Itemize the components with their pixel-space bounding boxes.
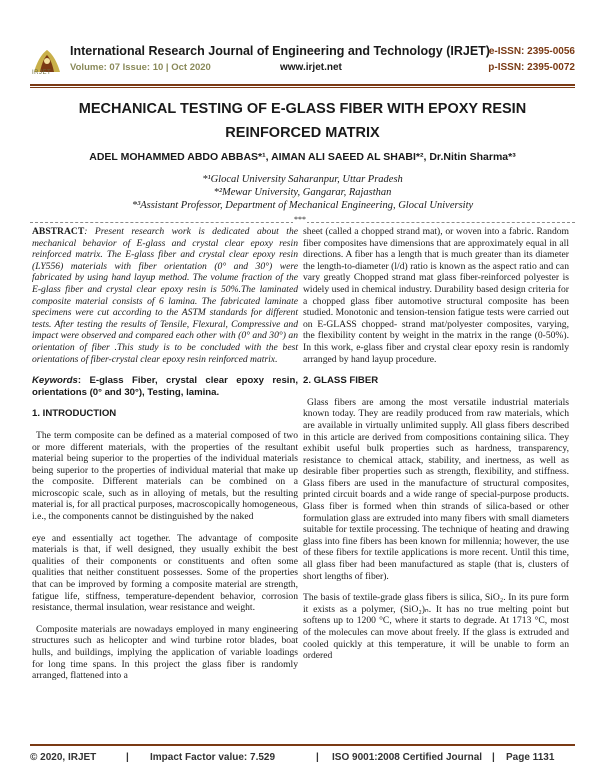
continuation-paragraph: sheet (called a chopped strand mat), or woven into a fabric. Random fiber composites have dimensions that are approximately equal in all directions. A fiber has a length that is much greater than its diameter the length-to-diameter (l/d) ratio is known as the aspect ratio and can vary greatly Chopped strand mat glass fiber-reinforced polyester is widely used in chemical industry. Durability based design criteria for a chopped glass fiber automotive structural composite has been studied. Monotonic and tension-tension fatigue tests were carried out on E-GLASS chopped- strand mat/polyester composites, varying, the flexibility content by weight in the matrix in the range (0-50%). In this work, e-glass fiber and crystal clear epoxy resin is randomly arranged by hand layup procedure. [303, 226, 569, 365]
intro-paragraph-3: Composite materials are nowadays employed in many engineering structures such as helicopter and wind turbine rotor blades, boat hulls, and buildings, implying the application of variable loadings for long time spans. In this project the glass fiber is randomly arranged, flattened into a [32, 623, 298, 682]
footer-copyright: © 2020, IRJET [30, 752, 97, 763]
section-heading-introduction: 1. INTRODUCTION [32, 408, 117, 420]
e-issn: e-ISSN: 2395-0056 [488, 46, 575, 57]
header-rule [30, 84, 575, 86]
paper-title [40, 97, 565, 145]
authors: ADEL MOHAMMED ABDO ABBAS*¹, AIMAN ALI SAEED AL SHABI*², Dr.Nitin Sharma*³ [89, 151, 516, 163]
journal-header [30, 44, 575, 84]
intro-paragraph-2: eye and essentially act together. The advantage of composite materials is that, if well designed, they usually exhibit the best qualities of their components or constituents and often some qualities that neither constituent possesses. Some of the properties that can be improved by forming a composite material are strength, fatigue life, stiffness, temperature-dependent behavior, corrosion resistance, thermal insulation, wear resistance and weight. [32, 532, 298, 614]
footer-separator: | [492, 752, 495, 763]
footer-separator: | [126, 752, 129, 763]
abstract-text: : Present research work is dedicated about the mechanical behavior of E-glass and crystal clear epoxy resin reinforced matrix. The E-glass fiber and crystal clear epoxy resin (LY556) materials with fiber orientation (0° and 30°) were fabricated by using hand layup method. The volume fraction of the E-glass fiber and crystal clear epoxy resin is 50%.The laminated composite material consists of 6 lamina. The fabricated laminate specimens were cut according to the ASTM standards for different tests. After testing the results of Tensile, Flexural, Compressive and impact were observed and compared each other with (0° and 30°) an orientation of fiber .This study is to be concluded with the best orientations of fiber-crystal clear epoxy resin reinforced matrix. [32, 226, 298, 365]
affiliation-3: *³Assistant Professor, Department of Mechanical Engineering, Glocal University [131, 200, 474, 211]
header-rule-thin [30, 87, 575, 88]
right-column [303, 226, 569, 672]
footer-page-number: Page 1131 [506, 752, 555, 763]
footer-iso: ISO 9001:2008 Certified Journal [332, 752, 483, 763]
journal-title: International Research Journal of Engineering and Technology (IRJET) [70, 44, 490, 58]
affiliation-1: *¹Glocal University Saharanpur, Uttar Pradesh [202, 174, 403, 185]
keywords-label: Keywords [32, 375, 78, 387]
footer-separator: | [316, 752, 319, 763]
logo-text: IRJET [32, 70, 52, 76]
section-heading-glass-fiber: 2. GLASS FIBER [303, 375, 379, 387]
footer-impact-factor: Impact Factor value: 7.529 [150, 752, 276, 763]
glass-fiber-paragraph-2: The basis of textile-grade glass fibers is silica, SiO₂. In its pure form it exists as a polymer, (SiO₂)ₙ. It has no true melting point but softens up to 1200 °C, where it starts to degrade. At 1713 °C, most of the molecules can move about freely. If the glass is extruded and cooled quickly at this temperature, it will be unable to form an ordered [303, 592, 569, 662]
website-link[interactable]: www.irjet.net [280, 62, 342, 73]
title-line-1: MECHANICAL TESTING OF E-GLASS FIBER WITH EPOXY RESIN [78, 101, 527, 117]
glass-fiber-paragraph-1: Glass fibers are among the most versatile industrial materials known today. They are readily produced from raw materials, which are available in virtually unlimited supply. All glass fibers described in this article are derived from compositions containing silica. They exhibit useful bulk properties such as hardness, transparency, resistance to chemical attack, stability, and inertness, as well as desirable fiber properties such as strength, flexibility, and stiffness. Glass fibers are used in the manufacture of structural composites, printed circuit boards and a wide range of special-purpose products. Glass fiber is formed when thin strands of silica-based or other formulation glass are extruded into many fibers with small diameters suitable for textile processing. The technique of heating and drawing glass into fine fibers has been known for millennia; however, the use of these fibers for textile applications is more recent. Until this time, all glass fiber had been manufactured as staple (that is, clusters of short lengths of fiber). [303, 396, 569, 582]
left-column [32, 226, 298, 692]
keywords [32, 375, 298, 398]
p-issn: p-ISSN: 2395-0072 [488, 62, 575, 73]
keywords-text: : E-glass Fiber, crystal clear epoxy resin, orientations (0° and 30°), Testing, lamina. [32, 375, 298, 398]
divider-mark: *** [294, 215, 306, 224]
footer-rule [30, 744, 575, 746]
title-line-2: REINFORCED MATRIX [225, 125, 380, 141]
volume-issue: Volume: 07 Issue: 10 | Oct 2020 [70, 62, 211, 73]
affiliation-2: *²Mewar University, Gangarar, Rajasthan [213, 187, 392, 198]
abstract-label: ABSTRACT [32, 226, 85, 237]
abstract [32, 226, 298, 365]
intro-paragraph-1: The term composite can be defined as a material composed of two or more different materials, with the properties of the resultant material being superior to the properties of the individual materials being superior to the properties of individual material that make up the composite. Different materials can be combined on a microscopic scale, such as in alloying of metals, but the resulting material is, for all practical purposes, macroscopically homogeneous, i.e., the components cannot be distinguished by the naked [32, 429, 298, 523]
